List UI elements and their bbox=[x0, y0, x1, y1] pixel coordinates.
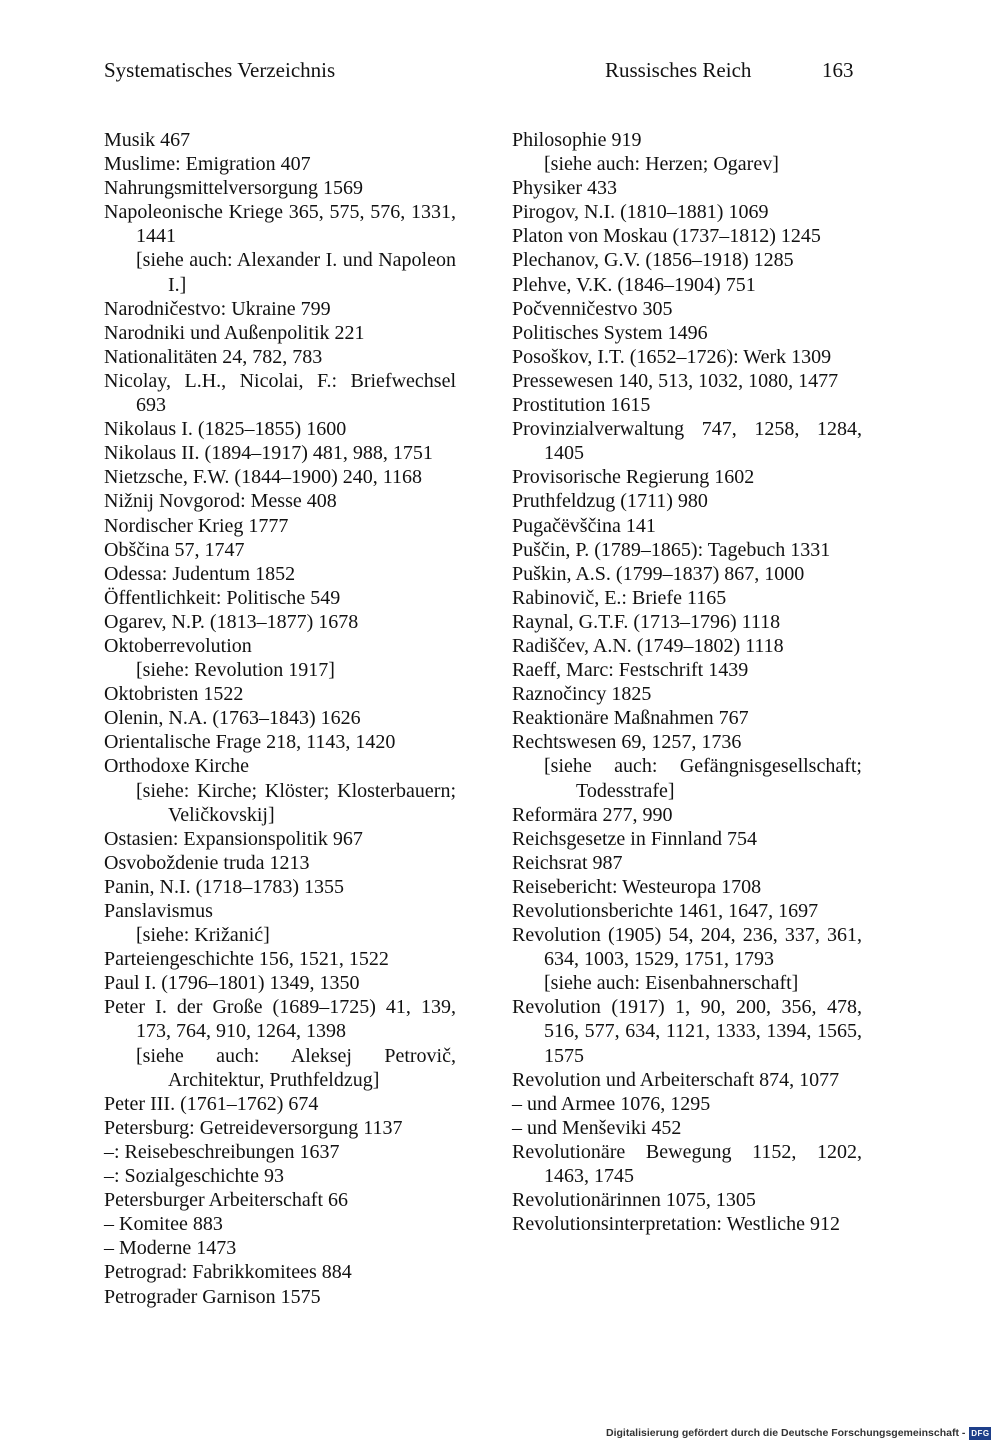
index-entry: Revolutionsberichte 1461, 1647, 1697 bbox=[512, 900, 819, 922]
index-entry: Nikolaus I. (1825–1855) 1600 bbox=[104, 418, 347, 441]
index-entry: Posoškov, I.T. (1652–1726): Werk 1309 bbox=[512, 345, 832, 368]
index-entry: Reisebericht: Westeuropa 1708 bbox=[512, 875, 762, 898]
index-entry: Oktoberrevolution bbox=[104, 634, 252, 657]
index-entry: Revolution und Arbeiterschaft 874, 1077 bbox=[512, 1068, 840, 1091]
index-entry: Parteiengeschichte 156, 1521, 1522 bbox=[104, 948, 389, 971]
index-entry: Počvenničestvo 305 bbox=[512, 297, 673, 320]
digitization-footer bbox=[606, 1424, 991, 1442]
footer-text: Digitalisierung gefördert durch die Deutsche Forschungsgemeinschaft - bbox=[606, 1427, 966, 1439]
index-entry: Raynal, G.T.F. (1713–1796) 1118 bbox=[512, 610, 781, 633]
index-entry: Raeff, Marc: Festschrift 1439 bbox=[512, 659, 749, 682]
index-entry: Philosophie 919 bbox=[512, 129, 642, 151]
index-entry: Osvoboždenie truda 1213 bbox=[104, 851, 310, 874]
index-entry: Revolutionäre Bewegung 1152, 1202, 1463, 1745 bbox=[512, 1140, 862, 1188]
index-entry: Pirogov, N.I. (1810–1881) 1069 bbox=[512, 201, 769, 224]
index-entry: Platon von Moskau (1737–1812) 1245 bbox=[512, 225, 821, 248]
index-entry: Pugačëvščina 141 bbox=[512, 514, 656, 537]
index-entry: –: Reisebeschreibungen 1637 bbox=[104, 1140, 340, 1163]
index-entry: Petrograd: Fabrikkomitees 884 bbox=[104, 1261, 352, 1284]
index-entry: Nahrungsmittelversorgung 1569 bbox=[104, 177, 364, 200]
index-entry: Pruthfeldzug (1711) 980 bbox=[512, 490, 708, 513]
index-entry: – Moderne 1473 bbox=[104, 1237, 237, 1260]
index-entry: Orthodoxe Kirche bbox=[104, 755, 249, 778]
index-entry: Physiker 433 bbox=[512, 177, 617, 200]
index-entry: Puščin, P. (1789–1865): Tagebuch 1331 bbox=[512, 538, 831, 561]
index-entry: Nižnij Novgorod: Messe 408 bbox=[104, 490, 337, 513]
index-entry: Nicolay, L.H., Nicolai, F.: Briefwechsel 693 bbox=[104, 369, 456, 417]
index-entry: Revolution (1905) 54, 204, 236, 337, 361, 634, 1003, 1529, 1751, 1793 bbox=[512, 924, 862, 971]
index-column-left bbox=[104, 128, 456, 1309]
index-entry: Napoleonische Kriege 365, 575, 576, 1331, 1441 bbox=[104, 201, 456, 248]
index-entry: Peter I. der Große (1689–1725) 41, 139, 173, 764, 910, 1264, 1398 bbox=[104, 996, 456, 1043]
index-entry: Radiščev, A.N. (1749–1802) 1118 bbox=[512, 634, 784, 657]
index-entry: Politisches System 1496 bbox=[512, 321, 708, 344]
index-entry: Panin, N.I. (1718–1783) 1355 bbox=[104, 875, 344, 898]
index-entry: Puškin, A.S. (1799–1837) 867, 1000 bbox=[512, 562, 805, 585]
index-entry: Prostitution 1615 bbox=[512, 394, 651, 417]
cross-reference: [siehe: Križanić] bbox=[136, 924, 270, 947]
index-entry: Narodničestvo: Ukraine 799 bbox=[104, 297, 331, 320]
index-entry: Nordischer Krieg 1777 bbox=[104, 514, 289, 537]
index-entry: Ostasien: Expansionspolitik 967 bbox=[104, 827, 363, 850]
cross-reference: [siehe auch: Alexander I. und Napoleon I.] bbox=[136, 249, 456, 296]
index-entry: Ogarev, N.P. (1813–1877) 1678 bbox=[104, 610, 359, 633]
header-chapter-title: Russisches Reich bbox=[605, 58, 752, 82]
index-entry: Peter III. (1761–1762) 674 bbox=[104, 1092, 319, 1115]
index-entry: Revolution (1917) 1, 90, 200, 356, 478, 516, 577, 634, 1121, 1333, 1394, 1565, 1575 bbox=[512, 996, 862, 1067]
index-entry: Raznočincy 1825 bbox=[512, 683, 652, 706]
index-entry: Reaktionäre Maßnahmen 767 bbox=[512, 707, 749, 730]
index-entry: Reichsgesetze in Finnland 754 bbox=[512, 827, 757, 850]
index-entry: Nietzsche, F.W. (1844–1900) 240, 1168 bbox=[104, 466, 422, 489]
cross-reference: [siehe auch: Aleksej Petrovič, Architektur, Pruthfeldzug] bbox=[136, 1044, 456, 1091]
cross-reference: [siehe: Revolution 1917] bbox=[136, 659, 335, 682]
cross-reference: [siehe auch: Herzen; Ogarev] bbox=[544, 153, 779, 176]
index-entry: Revolutionärinnen 1075, 1305 bbox=[512, 1189, 756, 1212]
index-entry: Oktobristen 1522 bbox=[104, 683, 244, 706]
index-entry: Reformära 277, 990 bbox=[512, 803, 673, 826]
index-column-right bbox=[512, 128, 862, 1236]
index-entry: Nationalitäten 24, 782, 783 bbox=[104, 345, 323, 368]
index-entry: Odessa: Judentum 1852 bbox=[104, 562, 296, 585]
index-entry: Rechtswesen 69, 1257, 1736 bbox=[512, 731, 742, 754]
cross-reference: [siehe auch: Gefängnisgesellschaft; Todesstrafe] bbox=[544, 755, 862, 802]
index-entry: – und Armee 1076, 1295 bbox=[512, 1092, 711, 1115]
header-section-title: Systematisches Verzeichnis bbox=[104, 58, 336, 82]
index-entry: – und Menševiki 452 bbox=[512, 1116, 682, 1139]
index-entry: Narodniki und Außenpolitik 221 bbox=[104, 321, 365, 344]
cross-reference: [siehe: Kirche; Klöster; Klosterbauern; Veličkovskij] bbox=[136, 779, 456, 826]
index-entry: Öffentlichkeit: Politische 549 bbox=[104, 586, 341, 609]
index-entry: Provinzialverwaltung 747, 1258, 1284, 1405 bbox=[512, 418, 862, 465]
index-entry: Petersburger Arbeiterschaft 66 bbox=[104, 1189, 348, 1212]
index-entry: Reichsrat 987 bbox=[512, 851, 623, 874]
index-entry: –: Sozialgeschichte 93 bbox=[104, 1165, 284, 1188]
index-entry: Petrograder Garnison 1575 bbox=[104, 1285, 321, 1308]
index-entry: Musik 467 bbox=[104, 129, 191, 151]
index-entry: – Komitee 883 bbox=[104, 1213, 223, 1236]
index-entry: Petersburg: Getreideversorgung 1137 bbox=[104, 1116, 403, 1139]
index-entry: Muslime: Emigration 407 bbox=[104, 153, 311, 176]
index-entry: Paul I. (1796–1801) 1349, 1350 bbox=[104, 972, 360, 995]
dfg-logo-icon: DFG bbox=[971, 1428, 990, 1438]
index-entry: Pressewesen 140, 513, 1032, 1080, 1477 bbox=[512, 369, 839, 392]
page-number: 163 bbox=[822, 58, 854, 82]
index-entry: Nikolaus II. (1894–1917) 481, 988, 1751 bbox=[104, 442, 433, 465]
index-entry: Orientalische Frage 218, 1143, 1420 bbox=[104, 731, 396, 754]
index-entry: Plechanov, G.V. (1856–1918) 1285 bbox=[512, 249, 794, 272]
index-entry: Plehve, V.K. (1846–1904) 751 bbox=[512, 273, 756, 296]
page-header bbox=[0, 58, 1000, 88]
index-entry: Olenin, N.A. (1763–1843) 1626 bbox=[104, 707, 361, 730]
index-entry: Rabinovič, E.: Briefe 1165 bbox=[512, 586, 727, 609]
index-entry: Obščina 57, 1747 bbox=[104, 538, 245, 561]
index-entry: Panslavismus bbox=[104, 900, 213, 922]
index-entry: Provisorische Regierung 1602 bbox=[512, 466, 755, 489]
cross-reference: [siehe auch: Eisenbahnerschaft] bbox=[544, 972, 799, 995]
index-entry: Revolutionsinterpretation: Westliche 912 bbox=[512, 1213, 840, 1236]
